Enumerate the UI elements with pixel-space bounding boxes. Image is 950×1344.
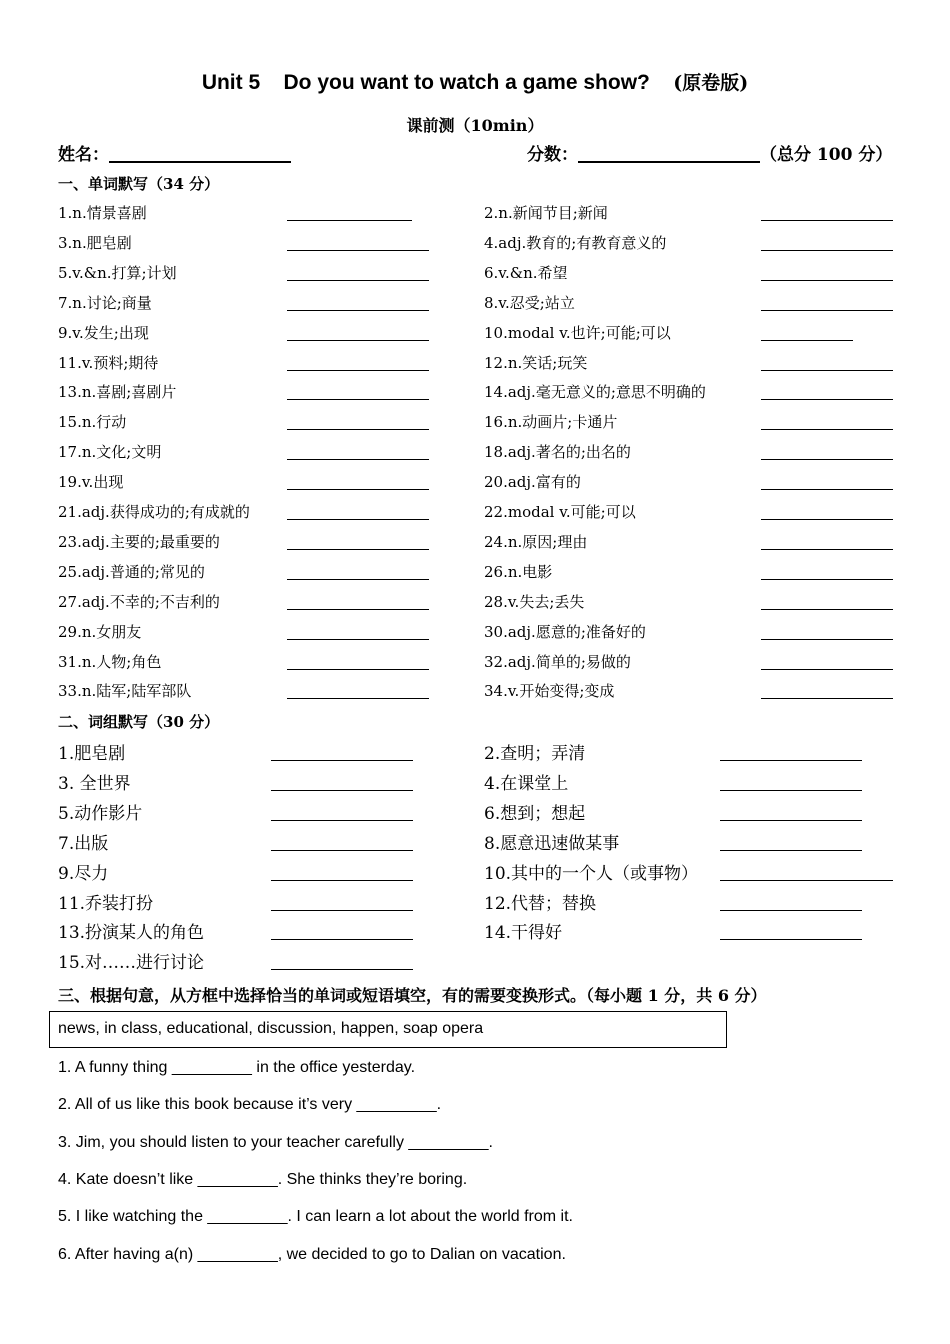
vocab-row bbox=[58, 471, 898, 501]
name-label: 姓名： bbox=[58, 145, 109, 165]
vocab-prompt: 33.n.陆军;陆军部队 bbox=[58, 682, 192, 701]
vocab-prompt: 27.adj.不幸的;不吉利的 bbox=[58, 592, 220, 611]
answer-blank[interactable] bbox=[271, 790, 413, 791]
answer-blank[interactable] bbox=[287, 399, 429, 400]
answer-blank[interactable] bbox=[761, 489, 893, 490]
phrase-prompt: 1.肥皂剧 bbox=[58, 744, 126, 764]
section2-heading: 二、词组默写（30 分） bbox=[58, 713, 220, 731]
section1-heading: 一、单词默写（34 分） bbox=[58, 175, 220, 193]
answer-blank[interactable] bbox=[271, 939, 413, 940]
answer-blank[interactable] bbox=[271, 760, 413, 761]
score-blank[interactable] bbox=[578, 145, 760, 163]
fill-in-sentence[interactable]: 2. All of us like this book because it’s very _________. bbox=[58, 1096, 442, 1114]
vocab-row bbox=[58, 411, 898, 441]
vocab-prompt: 23.adj.主要的;最重要的 bbox=[58, 532, 220, 551]
vocab-prompt: 29.n.女朋友 bbox=[58, 622, 142, 641]
answer-blank[interactable] bbox=[287, 429, 429, 430]
name-field[interactable] bbox=[58, 140, 291, 165]
vocab-row bbox=[58, 322, 898, 352]
answer-blank[interactable] bbox=[761, 310, 893, 311]
vocab-prompt: 2.n.新闻节目;新闻 bbox=[484, 204, 608, 222]
answer-blank[interactable] bbox=[720, 910, 862, 911]
answer-blank[interactable] bbox=[761, 549, 893, 550]
phrase-prompt: 14.干得好 bbox=[484, 923, 563, 944]
vocab-prompt: 3.n.肥皂剧 bbox=[58, 233, 132, 252]
answer-blank[interactable] bbox=[720, 820, 862, 821]
total-label: （总分 100 分） bbox=[760, 145, 893, 165]
answer-blank[interactable] bbox=[287, 489, 429, 490]
phrase-row bbox=[58, 769, 898, 799]
phrase-row bbox=[58, 948, 898, 978]
vocab-row bbox=[58, 501, 898, 531]
vocab-prompt: 15.n.行动 bbox=[58, 413, 127, 432]
phrase-prompt: 13.扮演某人的角色 bbox=[58, 923, 205, 944]
answer-blank[interactable] bbox=[271, 850, 413, 851]
vocab-row bbox=[58, 680, 898, 710]
fill-in-sentence[interactable]: 1. A funny thing _________ in the office yesterday. bbox=[58, 1059, 416, 1076]
answer-blank[interactable] bbox=[287, 250, 429, 251]
answer-blank[interactable] bbox=[287, 220, 412, 221]
section3-heading: 三、根据句意，从方框中选择恰当的单词或短语填空，有的需要变换形式。（每小题 1 分，共 6 分） bbox=[58, 986, 767, 1005]
answer-blank[interactable] bbox=[720, 760, 862, 761]
vocab-prompt: 28.v.失去;丢失 bbox=[484, 592, 585, 611]
answer-blank[interactable] bbox=[761, 519, 893, 520]
answer-blank[interactable] bbox=[271, 910, 413, 911]
answer-blank[interactable] bbox=[287, 549, 429, 550]
vocab-row bbox=[58, 651, 898, 681]
fill-in-sentence[interactable]: 5. I like watching the _________. I can learn a lot about the world from it. bbox=[58, 1208, 573, 1226]
phrase-prompt: 6.想到；想起 bbox=[484, 803, 586, 824]
fill-in-sentence[interactable]: 4. Kate doesn’t like _________. She thinks they’re boring. bbox=[58, 1170, 468, 1188]
vocab-row bbox=[58, 441, 898, 471]
answer-blank[interactable] bbox=[761, 399, 893, 400]
answer-blank[interactable] bbox=[761, 370, 893, 371]
answer-blank[interactable] bbox=[287, 280, 429, 281]
vocab-prompt: 20.adj.富有的 bbox=[484, 473, 581, 492]
fill-in-sentence[interactable]: 3. Jim, you should listen to your teacher carefully _________. bbox=[58, 1133, 493, 1151]
phrase-prompt: 15.对……进行讨论 bbox=[58, 953, 205, 974]
vocab-row bbox=[58, 292, 898, 322]
vocab-row bbox=[58, 561, 898, 591]
phrase-prompt: 10.其中的一个人（或事物） bbox=[484, 863, 699, 884]
phrase-prompt: 3. 全世界 bbox=[58, 773, 131, 794]
phrase-row bbox=[58, 889, 898, 919]
answer-blank[interactable] bbox=[720, 790, 862, 791]
vocab-prompt: 7.n.讨论;商量 bbox=[58, 293, 152, 312]
vocab-prompt: 9.v.发生;出现 bbox=[58, 323, 149, 342]
answer-blank[interactable] bbox=[761, 280, 893, 281]
fill-in-sentence[interactable]: 6. After having a(n) _________, we decided to go to Dalian on vacation. bbox=[58, 1245, 566, 1263]
phrase-prompt: 9.尽力 bbox=[58, 863, 109, 884]
vocab-row bbox=[58, 381, 898, 411]
vocab-prompt: 11.v.预料;期待 bbox=[58, 353, 159, 372]
answer-blank[interactable] bbox=[287, 370, 429, 371]
title-version: (原卷版) bbox=[673, 72, 749, 94]
vocab-row bbox=[58, 621, 898, 651]
answer-blank[interactable] bbox=[761, 698, 893, 699]
answer-blank[interactable] bbox=[287, 609, 429, 610]
vocab-prompt: 32.adj.简单的;易做的 bbox=[484, 652, 631, 671]
vocab-prompt: 26.n.电影 bbox=[484, 562, 553, 581]
vocab-prompt: 16.n.动画片;卡通片 bbox=[484, 413, 618, 432]
phrase-row bbox=[58, 739, 898, 769]
phrase-row bbox=[58, 859, 898, 889]
word-box: news, in class, educational, discussion, happen, soap opera bbox=[49, 1011, 727, 1048]
answer-blank[interactable] bbox=[287, 579, 429, 580]
answer-blank[interactable] bbox=[761, 669, 893, 670]
answer-blank[interactable] bbox=[761, 250, 893, 251]
vocab-prompt: 31.n.人物;角色 bbox=[58, 652, 162, 671]
vocab-prompt: 13.n.喜剧;喜剧片 bbox=[58, 383, 177, 402]
vocab-row bbox=[58, 232, 898, 262]
answer-blank[interactable] bbox=[720, 880, 893, 881]
phrase-row bbox=[58, 918, 898, 948]
phrase-prompt: 2.查明；弄清 bbox=[484, 744, 586, 764]
answer-blank[interactable] bbox=[287, 639, 429, 640]
answer-blank[interactable] bbox=[287, 459, 429, 460]
vocab-row bbox=[58, 202, 898, 232]
vocab-prompt: 18.adj.著名的;出名的 bbox=[484, 443, 631, 462]
vocab-row bbox=[58, 262, 898, 292]
vocab-prompt: 22.modal v.可能;可以 bbox=[484, 503, 636, 521]
vocab-row bbox=[58, 591, 898, 621]
phrase-row bbox=[58, 829, 898, 859]
vocab-prompt: 4.adj.教育的;有教育意义的 bbox=[484, 233, 667, 252]
name-blank[interactable] bbox=[109, 145, 291, 163]
vocab-prompt: 6.v.&n.希望 bbox=[484, 263, 568, 282]
answer-blank[interactable] bbox=[287, 698, 429, 699]
vocab-prompt: 5.v.&n.打算;计划 bbox=[58, 263, 177, 282]
worksheet-title bbox=[0, 68, 950, 95]
title-text: Unit 5 Do you want to watch a game show? bbox=[201, 71, 650, 94]
phrase-prompt: 7.出版 bbox=[58, 833, 109, 854]
answer-blank[interactable] bbox=[271, 820, 413, 821]
subtitle: 课前测（10min） bbox=[406, 116, 544, 135]
answer-blank[interactable] bbox=[761, 340, 853, 341]
vocab-prompt: 10.modal v.也许;可能;可以 bbox=[484, 323, 671, 342]
answer-blank[interactable] bbox=[761, 639, 893, 640]
answer-blank[interactable] bbox=[761, 220, 893, 221]
vocab-prompt: 25.adj.普通的;常见的 bbox=[58, 562, 205, 581]
vocab-prompt: 19.v.出现 bbox=[58, 473, 124, 492]
score-field[interactable] bbox=[527, 140, 892, 165]
answer-blank[interactable] bbox=[761, 429, 893, 430]
vocab-prompt: 14.adj.毫无意义的;意思不明确的 bbox=[484, 383, 706, 402]
vocab-row bbox=[58, 531, 898, 561]
answer-blank[interactable] bbox=[761, 459, 893, 460]
score-label: 分数： bbox=[527, 145, 578, 165]
vocab-prompt: 17.n.文化;文明 bbox=[58, 443, 162, 462]
answer-blank[interactable] bbox=[761, 609, 893, 610]
vocab-prompt: 34.v.开始变得;变成 bbox=[484, 682, 615, 701]
answer-blank[interactable] bbox=[287, 340, 429, 341]
vocab-prompt: 24.n.原因;理由 bbox=[484, 532, 588, 551]
phrase-prompt: 11.乔装打扮 bbox=[58, 893, 154, 914]
answer-blank[interactable] bbox=[287, 669, 429, 670]
vocab-row bbox=[58, 352, 898, 382]
answer-blank[interactable] bbox=[271, 969, 413, 970]
phrase-prompt: 4.在课堂上 bbox=[484, 773, 569, 794]
answer-blank[interactable] bbox=[720, 850, 862, 851]
vocab-prompt: 12.n.笑话;玩笑 bbox=[484, 353, 588, 372]
answer-blank[interactable] bbox=[287, 519, 429, 520]
vocab-prompt: 1.n.情景喜剧 bbox=[58, 204, 147, 222]
phrase-row bbox=[58, 799, 898, 829]
answer-blank[interactable] bbox=[720, 939, 862, 940]
phrase-prompt: 5.动作影片 bbox=[58, 803, 143, 824]
answer-blank[interactable] bbox=[287, 310, 429, 311]
phrase-prompt: 12.代替；替换 bbox=[484, 893, 597, 914]
phrase-prompt: 8.愿意迅速做某事 bbox=[484, 833, 620, 854]
vocab-prompt: 8.v.忍受;站立 bbox=[484, 293, 575, 312]
vocab-prompt: 21.adj.获得成功的;有成就的 bbox=[58, 503, 250, 521]
answer-blank[interactable] bbox=[271, 880, 413, 881]
answer-blank[interactable] bbox=[761, 579, 893, 580]
vocab-prompt: 30.adj.愿意的;准备好的 bbox=[484, 622, 646, 641]
